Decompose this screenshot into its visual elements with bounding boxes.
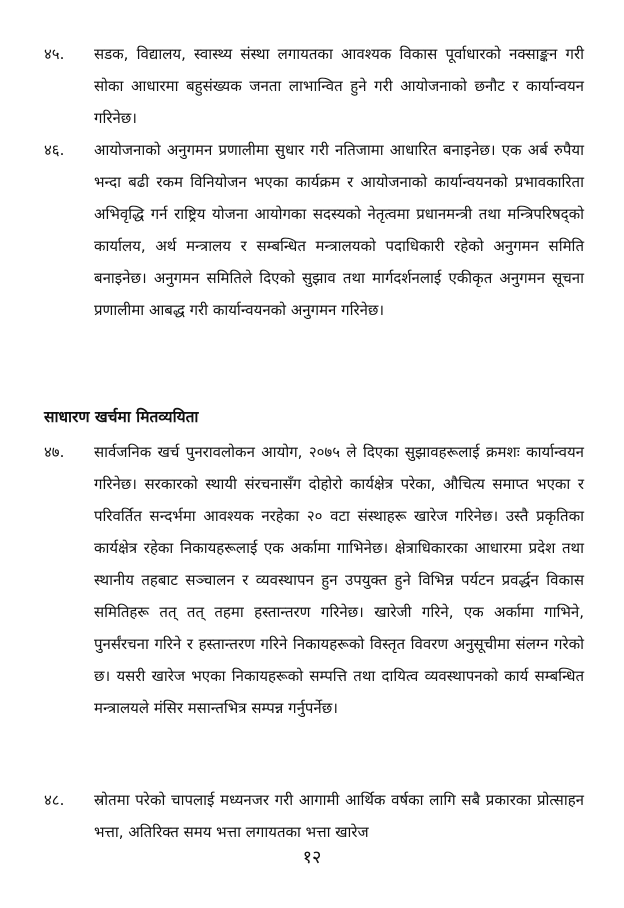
paragraph-text: सार्वजनिक खर्च पुनरावलोकन आयोग, २०७५ ले दिएका सुझावहरूलाई क्रमशः कार्यान्वयन गरिनेछ। सरकारको स्थायी संरचनासँग दोहोरो कार्यक्षेत्र परेका, औचित्य समाप्त भएका र परिवर्तित सन्दर्भमा आवश्यक नरहेका २० वटा संस्थाहरू खारेज गरिनेछ। उस्तै प्रकृतिका कार्यक्षेत्र रहेका निकायहरूलाई एक अर्कामा गाभिनेछ। क्षेत्राधिकारका आधारमा प्रदेश तथा स्थानीय तहबाट सञ्चालन र व्यवस्थापन हुन उपयुक्त हुने विभिन्न पर्यटन प्रवर्द्धन विकास समितिहरू तत् तत् तहमा हस्तान्तरण गरिनेछ। खारेजी गरिने, एक अर्कामा गाभिने, पुनर्संरचना गरिने र हस्तान्तरण गरिने निकायहरूको विस्तृत विवरण अनुसूचीमा संलग्न गरेको छ। यसरी खारेज भएका निकायहरूको सम्पत्ति तथा दायित्व व्यवस्थापनको कार्य सम्बन्धित मन्त्रालयले मंसिर मसान्तभित्र सम्पन्न गर्नुपर्नेछ। xyxy=(94,443,584,717)
paragraph-number: ४५. xyxy=(44,45,65,63)
paragraph-number: ४७. xyxy=(44,443,65,461)
page-number: १२ xyxy=(302,847,322,868)
paragraph-48 xyxy=(44,784,584,848)
paragraph-number: ४६. xyxy=(44,141,65,159)
paragraph-text: स्रोतमा परेको चापलाई मध्यनजर गरी आगामी आर्थिक वर्षका लागि सबै प्रकारका प्रोत्साहन भत्ता, अतिरिक्त समय भत्ता लगायतका भत्ता खारेज xyxy=(94,791,584,841)
paragraph-46 xyxy=(44,134,584,326)
paragraph-text: सडक, विद्यालय, स्वास्थ्य संस्था लगायतका आवश्यक विकास पूर्वाधारको नक्साङ्कन गरी सोका आधारमा बहुसंख्यक जनता लाभान्वित हुने गरी आयोजनाको छनौट र कार्यान्वयन गरिनेछ। xyxy=(94,45,584,127)
paragraph-47 xyxy=(44,436,584,724)
paragraph-number: ४८. xyxy=(44,791,65,809)
section-heading: साधारण खर्चमा मितव्ययिता xyxy=(44,408,199,426)
paragraph-45 xyxy=(44,38,584,134)
paragraph-text: आयोजनाको अनुगमन प्रणालीमा सुधार गरी नतिजामा आधारित बनाइनेछ। एक अर्ब रुपैया भन्दा बढी रकम विनियोजन भएका कार्यक्रम र आयोजनाको कार्यान्वयनको प्रभावकारिता अभिवृद्धि गर्न राष्ट्रिय योजना आयोगका सदस्यको नेतृत्वमा प्रधानमन्त्री तथा मन्त्रिपरिषद्को कार्यालय, अर्थ मन्त्रालय र सम्बन्धित मन्त्रालयको पदाधिकारी रहेको अनुगमन समिति बनाइनेछ। अनुगमन समितिले दिएको सुझाव तथा मार्गदर्शनलाई एकीकृत अनुगमन सूचना प्रणालीमा आबद्ध गरी कार्यान्वयनको अनुगमन गरिनेछ। xyxy=(94,141,584,319)
